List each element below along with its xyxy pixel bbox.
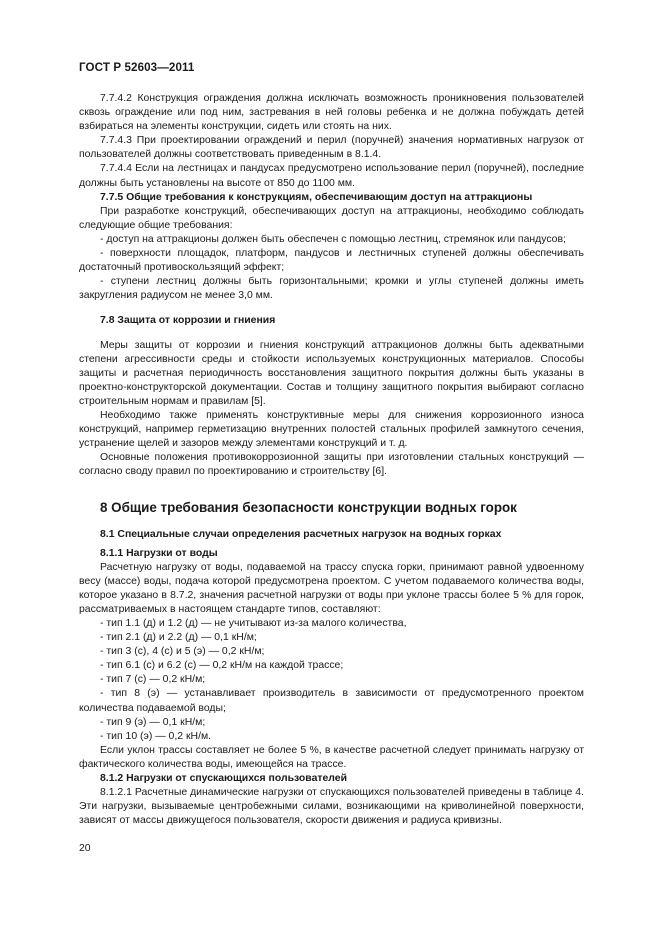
subsection-heading: 8.1.1 Нагрузки от воды	[100, 547, 218, 559]
standard-header: ГОСТ Р 52603—2011	[79, 61, 195, 74]
paragraph: Меры защиты от коррозии и гниения конструкций аттракционов должны быть адекватными степени агрессивности среды и стойкости используемых конструкционных материалов. Способы защиты и расчетная периодичность восстановления защитного покрытия должны быть указаны в проектно-конструкторской документации. Состав и толщину защитного покрытия выбирают согласно строительным нормам и правилам [5].	[79, 339, 584, 407]
paragraph: 8.1.2.1 Расчетные динамические нагрузки от спускающихся пользователей приведены в таблице 4. Эти нагрузки, вызываемые центробежными силами, возникающими на криволинейной поверхности, зависят от массы движущегося пользователя, скорости движения и радиуса кривизны.	[79, 787, 584, 827]
list-item: - тип 3 (с), 4 (с) и 5 (э) — 0,2 кН/м;	[100, 646, 265, 658]
list-item: - ступени лестниц должны быть горизонтальными; кромки и углы ступеней должны иметь закругления радиусом не менее 3,0 мм.	[79, 276, 584, 302]
section-heading: 8.1 Специальные случаи определения расчетных нагрузок на водных горках	[100, 529, 502, 541]
list-item: - тип 1.1 (д) и 1.2 (д) — не учитывают из-за малого количества,	[100, 618, 407, 629]
list-item: - тип 2.1 (д) и 2.2 (д) — 0,1 кН/м;	[100, 632, 257, 644]
paragraph: Основные положения противокоррозионной защиты при изготовлении стальных конструкций — согласно своду правил по проектированию и строительству [6].	[79, 452, 584, 478]
paragraph: 7.7.4.3 При проектировании ограждений и перил (поручней) значения нормативных нагрузок от пользователей должны соответствовать приведенным в 8.1.4.	[79, 135, 584, 161]
list-item: - доступ на аттракционы должен быть обеспечен с помощью лестниц, стремянок или пандусов;	[100, 233, 566, 245]
list-item: - тип 10 (э) — 0,2 кН/м.	[100, 730, 212, 742]
section-heading: 7.8 Защита от коррозии и гниения	[100, 315, 276, 327]
paragraph: Необходимо также применять конструктивные меры для снижения коррозионного износа конструкций, например герметизацию внутренних полостей стальных профилей замкнутого сечения, устранение щелей и зазоров между элементами конструкций и т. д.	[79, 409, 584, 450]
paragraph: 7.7.4.2 Конструкция ограждения должна исключать возможность проникновения пользователей сквозь ограждение или под ним, застревания в ней головы ребенка и не должна побуждать детей взбираться на элементы конструкции, сидеть или стоять на них.	[79, 93, 584, 133]
paragraph: При разработке конструкций, обеспечивающих доступ на аттракционы, необходимо соблюдать следующие общие требования:	[79, 205, 584, 231]
paragraph: Расчетную нагрузку от воды, подаваемой на трассу спуска горки, принимают равной удвоенному весу (массе) воды, подача которой предусмотрена проектом. С учетом подаваемого количества воды, которое указано в 8.7.2, значения расчетной нагрузки от воды при уклоне трассы более 5 % для горок, рассматриваемых в настоящем стандарте типов, составляют:	[79, 561, 584, 615]
list-item: - тип 8 (э) — устанавливает производитель в зависимости от предусмотренного проектом количества подаваемой воды;	[79, 688, 584, 714]
chapter-heading: 8 Общие требования безопасности конструкции водных горок	[100, 500, 517, 516]
paragraph: 7.7.4.4 Если на лестницах и пандусах предусмотрено использование перил (поручней), последние должны быть установлены на высоте от 850 до 1100 мм.	[79, 163, 584, 189]
list-item: - поверхности площадок, платформ, пандусов и лестничных ступеней должны обеспечивать достаточный противоскользящий эффект;	[79, 248, 584, 274]
page-number: 20	[79, 843, 91, 854]
subsection-heading: 7.7.5 Общие требования к конструкциям, обеспечивающим доступ на аттракционы	[100, 191, 533, 203]
paragraph: Если уклон трассы составляет не более 5 %, в качестве расчетной следует принимать нагрузку от фактического количества воды, имеющейся на трассе.	[79, 744, 584, 770]
subsection-heading: 8.1.2 Нагрузки от спускающихся пользователей	[100, 773, 348, 785]
document-body	[79, 92, 584, 828]
list-item: - тип 6.1 (с) и 6.2 (с) — 0,2 кН/м на каждой трассе;	[100, 660, 344, 672]
list-item: - тип 7 (с) — 0,2 кН/м;	[100, 674, 206, 686]
list-item: - тип 9 (э) — 0,1 кН/м;	[100, 716, 206, 728]
